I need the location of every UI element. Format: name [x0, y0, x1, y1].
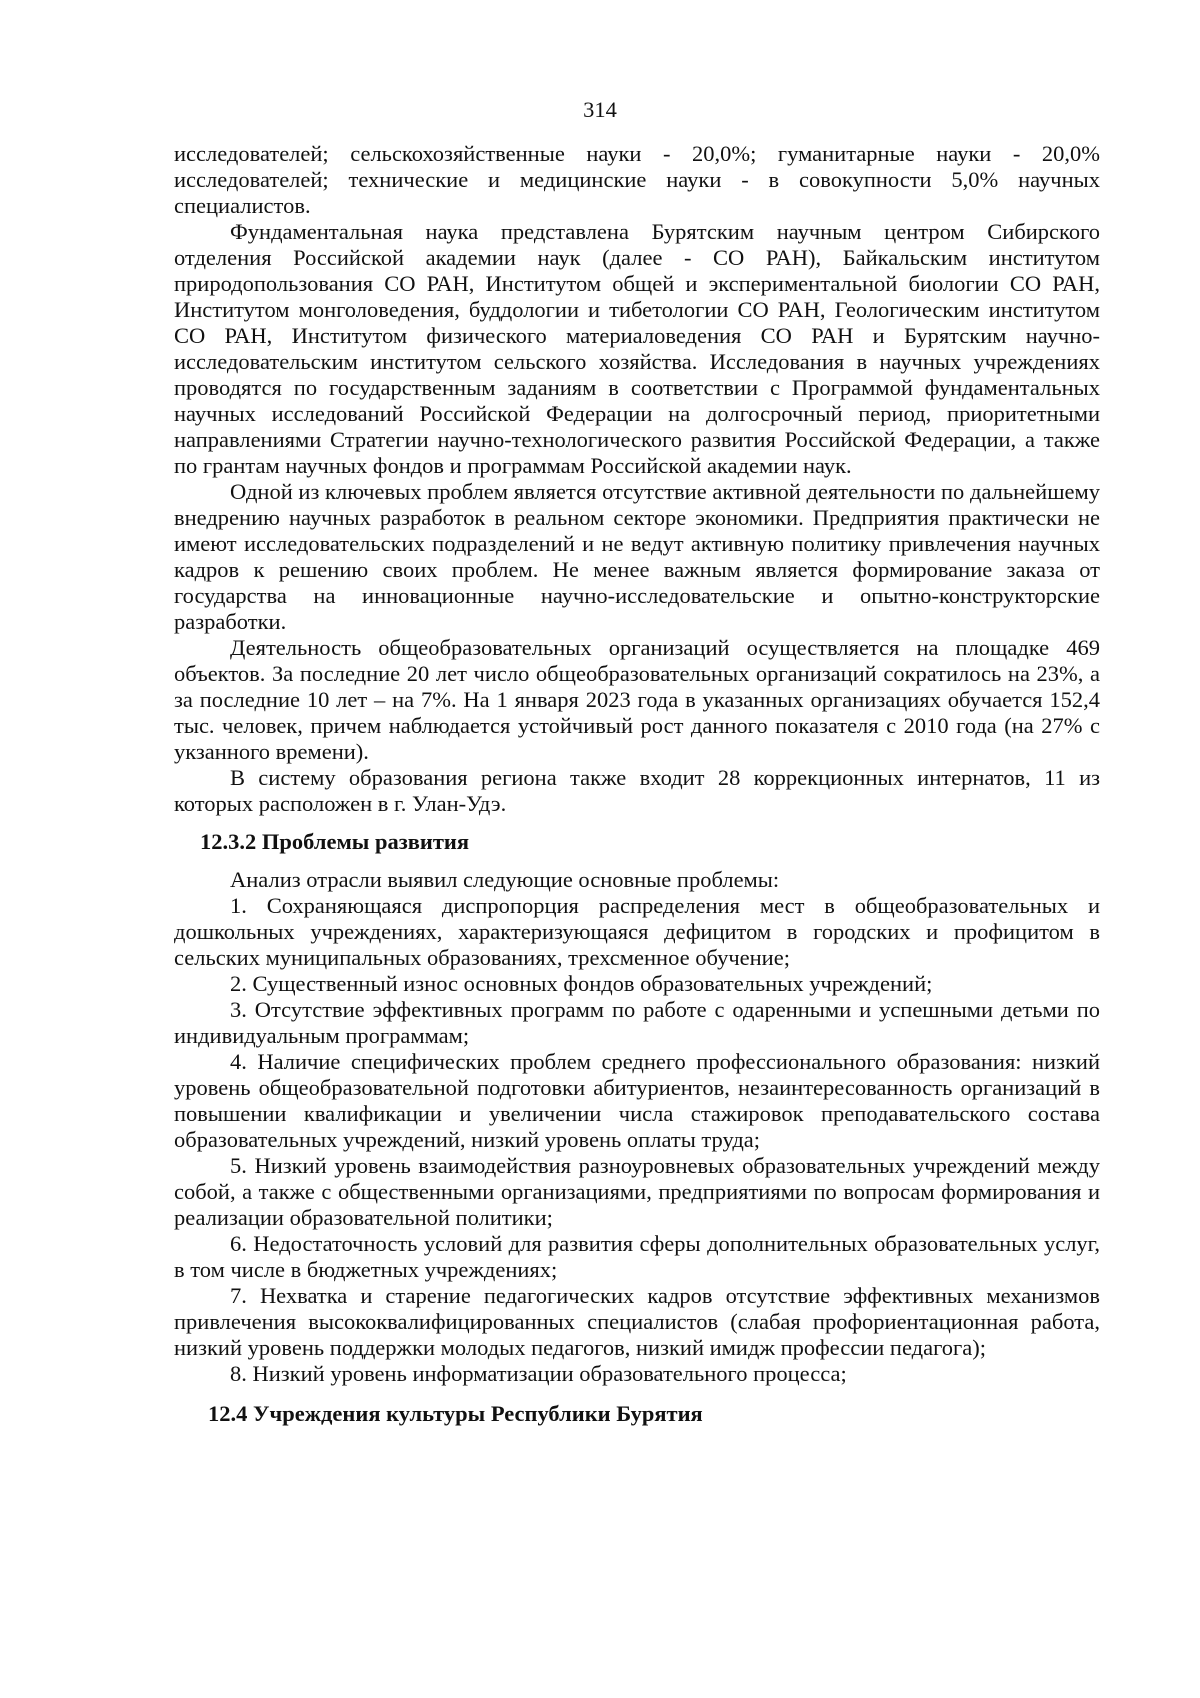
problem-item: 3. Отсутствие эффективных программ по работе с одаренными и успешными детьми по индивидуальным программам; — [174, 997, 1100, 1048]
section-heading-12-3-2: 12.3.2 Проблемы развития — [200, 829, 470, 854]
paragraph-continued: исследователей; сельскохозяйственные науки - 20,0%; гуманитарные науки - 20,0% исследователей; технические и медицинские науки - в совокупности 5,0% научных специалистов. — [174, 141, 1100, 218]
document-body — [174, 141, 1100, 1427]
problem-item: 2. Существенный износ основных фондов образовательных учреждений; — [230, 971, 933, 996]
section-heading-12-4: 12.4 Учреждения культуры Республики Бурятия — [208, 1401, 703, 1426]
problem-item: 4. Наличие специфических проблем среднего профессионального образования: низкий уровень общеобразовательной подготовки абитуриентов, незаинтересованность организаций в повышении квалификации и увеличении числа стажировок преподавательского состава образовательных учреждений, низкий уровень оплаты труда; — [174, 1049, 1100, 1152]
page-number: 314 — [583, 97, 617, 122]
paragraph-key-problem: Одной из ключевых проблем является отсутствие активной деятельности по дальнейшему внедрению научных разработок в реальном секторе экономики. Предприятия практически не имеют исследовательских подразделений и не ведут активную политику привлечения научных кадров к решению своих проблем. Не менее важным является формирование заказа от государства на инновационные научно-исследовательские и опытно-конструкторские разработки. — [174, 479, 1100, 634]
paragraph-fundamental-science: Фундаментальная наука представлена Бурятским научным центром Сибирского отделения Российской академии наук (далее - СО РАН), Байкальским институтом природопользования СО РАН, Институтом общей и экспериментальной биологии СО РАН, Институтом монголоведения, буддологии и тибетологии СО РАН, Геологическим институтом СО РАН, Институтом физического материаловедения СО РАН и Бурятским научно-исследовательским институтом сельского хозяйства. Исследования в научных учреждениях проводятся по государственным заданиям в соответствии с Программой фундаментальных научных исследований Российской Федерации на долгосрочный период, приоритетными направлениями Стратегии научно-технологического развития Российской Федерации, а также по грантам научных фондов и программам Российской академии наук. — [174, 219, 1100, 478]
paragraph-correctional-boarding: В систему образования региона также входит 28 коррекционных интернатов, 11 из которых расположен в г. Улан-Удэ. — [174, 765, 1100, 816]
problem-item: 1. Сохраняющаяся диспропорция распределения мест в общеобразовательных и дошкольных учреждениях, характеризующаяся дефицитом в городских и профицитом в сельских муниципальных образованиях, трехсменное обучение; — [174, 893, 1100, 970]
problem-item: 8. Низкий уровень информатизации образовательного процесса; — [230, 1361, 847, 1386]
problem-item: 7. Нехватка и старение педагогических кадров отсутствие эффективных механизмов привлечения высококвалифицированных специалистов (слабая профориентационная работа, низкий уровень поддержки молодых педагогов, низкий имидж профессии педагога); — [174, 1283, 1100, 1360]
paragraph-general-education: Деятельность общеобразовательных организаций осуществляется на площадке 469 объектов. За последние 20 лет число общеобразовательных организаций сократилось на 23%, а за последние 10 лет – на 7%. На 1 января 2023 года в указанных организациях обучается 152,4 тыс. человек, причем наблюдается устойчивый рост данного показателя с 2010 года (на 27% с укзанного времени). — [174, 635, 1100, 764]
problem-item: 5. Низкий уровень взаимодействия разноуровневых образовательных учреждений между собой, а также с общественными организациями, предприятиями по вопросам формирования и реализации образовательной политики; — [174, 1153, 1100, 1230]
problem-item: 6. Недостаточность условий для развития сферы дополнительных образовательных услуг, в том числе в бюджетных учреждениях; — [174, 1231, 1100, 1282]
problems-intro: Анализ отрасли выявил следующие основные проблемы: — [230, 867, 780, 892]
